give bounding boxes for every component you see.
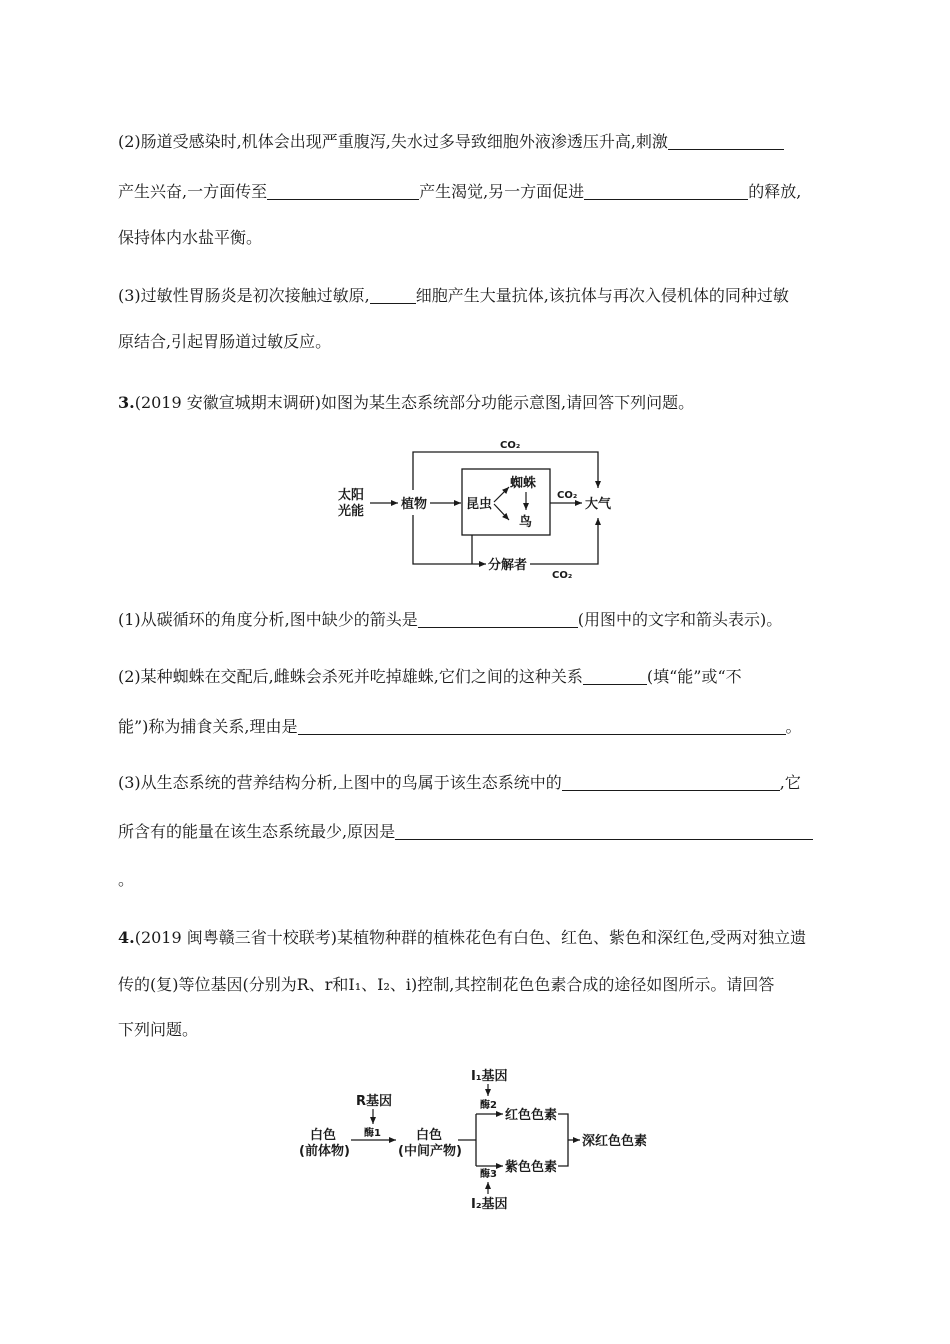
answer-blank-missing-arrow[interactable] <box>418 611 578 628</box>
red-pigment-label: 红色色素 <box>505 1108 558 1123</box>
enzyme2-label: 酶2 <box>480 1100 497 1111</box>
q3-part3-line2 <box>118 820 813 844</box>
enzyme3-label: 酶3 <box>480 1169 497 1180</box>
q3-part1-text-b: (用图中的文字和箭头表示)。 <box>577 610 783 629</box>
q3-part2-text1a: (2)某种蜘蛛在交配后,雌蛛会杀死并吃掉雄蛛,它们之间的这种关系 <box>118 667 583 686</box>
q2-part2-text1: (2)肠道受感染时,机体会出现严重腹泻,失水过多导致细胞外液渗透压升高,刺激 <box>118 132 668 151</box>
sun-label-1: 太阳 <box>338 488 365 503</box>
i1-gene-label: I₁基因 <box>471 1069 508 1084</box>
co2-label-bottom: CO₂ <box>552 570 573 580</box>
q2-part3-text1a: (3)过敏性胃肠炎是初次接触过敏原, <box>118 286 370 305</box>
q3-part2-text2b: 。 <box>785 717 802 736</box>
pigment-pathway-diagram <box>0 1064 950 1214</box>
q2-part2-line2 <box>118 180 801 204</box>
q3-part3-line3: 。 <box>118 870 135 889</box>
bird-label: 鸟 <box>519 515 533 530</box>
q3-part2-line2 <box>118 715 802 739</box>
q3-part3-text2: 所含有的能量在该生态系统最少,原因是 <box>118 822 396 841</box>
q2-part2-text2c: 的释放, <box>748 182 802 201</box>
q3-intro: (2019 安徽宣城期末调研)如图为某生态系统部分功能示意图,请回答下列问题。 <box>134 393 695 412</box>
arrow-decomposer-to-atmosphere <box>530 518 598 564</box>
spider-label: 蜘蛛 <box>510 476 537 491</box>
co2-label-middle: CO₂ <box>557 490 578 501</box>
q2-part2-line3: 保持体内水盐平衡。 <box>118 228 263 247</box>
q3-part3-text1a: (3)从生态系统的营养结构分析,上图中的鸟属于该生态系统中的 <box>118 773 562 792</box>
q3-part2-text1b: (填“能”或“不 <box>646 667 742 686</box>
sun-label-2: 光能 <box>338 504 365 519</box>
purple-pigment-label: 紫色色素 <box>505 1160 558 1175</box>
r-gene-label: R基因 <box>356 1094 393 1109</box>
plant-label: 植物 <box>401 497 428 512</box>
answer-blank-stimulus[interactable] <box>668 133 784 150</box>
co2-label-top: CO₂ <box>500 440 521 451</box>
q3-number: 3. <box>118 393 135 412</box>
answer-blank-reason[interactable] <box>298 718 786 735</box>
q2-part3-text1b: 细胞产生大量抗体,该抗体与再次入侵机体的同种过敏 <box>415 286 789 305</box>
answer-blank-hormone[interactable] <box>584 183 748 200</box>
q3-part1-text-a: (1)从碳循环的角度分析,图中缺少的箭头是 <box>118 610 418 629</box>
q2-part2-text2b: 产生渴觉,另一方面促进 <box>419 182 585 201</box>
answer-blank-cell[interactable] <box>370 287 416 304</box>
i2-gene-label: I₂基因 <box>471 1197 508 1212</box>
q4-line1 <box>118 926 806 950</box>
q2-part2-line1 <box>118 130 784 154</box>
q3-part2-line1 <box>118 665 742 689</box>
bracket-combine-pigments <box>558 1114 568 1166</box>
answer-blank-energy-reason[interactable] <box>395 823 813 840</box>
insect-label: 昆虫 <box>466 497 493 512</box>
arrow-insect-to-spider <box>494 487 509 502</box>
answer-blank-trophic-level[interactable] <box>562 774 780 791</box>
enzyme1-label: 酶1 <box>364 1128 381 1139</box>
arrow-insect-to-bird <box>494 504 509 520</box>
q3-part1-line <box>118 608 782 632</box>
q3-intro-line <box>118 391 694 415</box>
q2-part3-line1 <box>118 284 789 308</box>
answer-blank-can-or-not[interactable] <box>583 668 647 685</box>
intermediate-label-1: 白色 <box>416 1128 443 1143</box>
arrow-plant-to-decomposer <box>413 515 486 564</box>
ecosystem-diagram <box>0 430 950 580</box>
answer-blank-cortex[interactable] <box>267 183 419 200</box>
precursor-label-2: (前体物) <box>299 1144 350 1159</box>
deep-red-pigment-label: 深红色色素 <box>582 1134 648 1149</box>
q3-part3-line1 <box>118 771 801 795</box>
q4-line2: 传的(复)等位基因(分别为R、r和I₁、I₂、i)控制,其控制花色色素合成的途径如图所示。请回答 <box>118 975 775 994</box>
intermediate-label-2: (中间产物) <box>398 1144 462 1159</box>
q3-part3-text1b: ,它 <box>779 773 801 792</box>
q4-number: 4. <box>118 928 135 947</box>
q2-part2-text2a: 产生兴奋,一方面传至 <box>118 182 268 201</box>
q4-text1: (2019 闽粤赣三省十校联考)某植物种群的植株花色有白色、红色、紫色和深红色,受两对独立遗 <box>134 928 807 947</box>
q3-part2-text2a: 能”)称为捕食关系,理由是 <box>118 717 298 736</box>
q4-line3: 下列问题。 <box>118 1020 199 1039</box>
precursor-label-1: 白色 <box>310 1128 337 1143</box>
atmosphere-label: 大气 <box>585 497 612 512</box>
decomposer-label: 分解者 <box>488 558 528 573</box>
q2-part3-line2: 原结合,引起胃肠道过敏反应。 <box>118 332 332 351</box>
arrow-plant-to-atmosphere <box>413 452 598 490</box>
